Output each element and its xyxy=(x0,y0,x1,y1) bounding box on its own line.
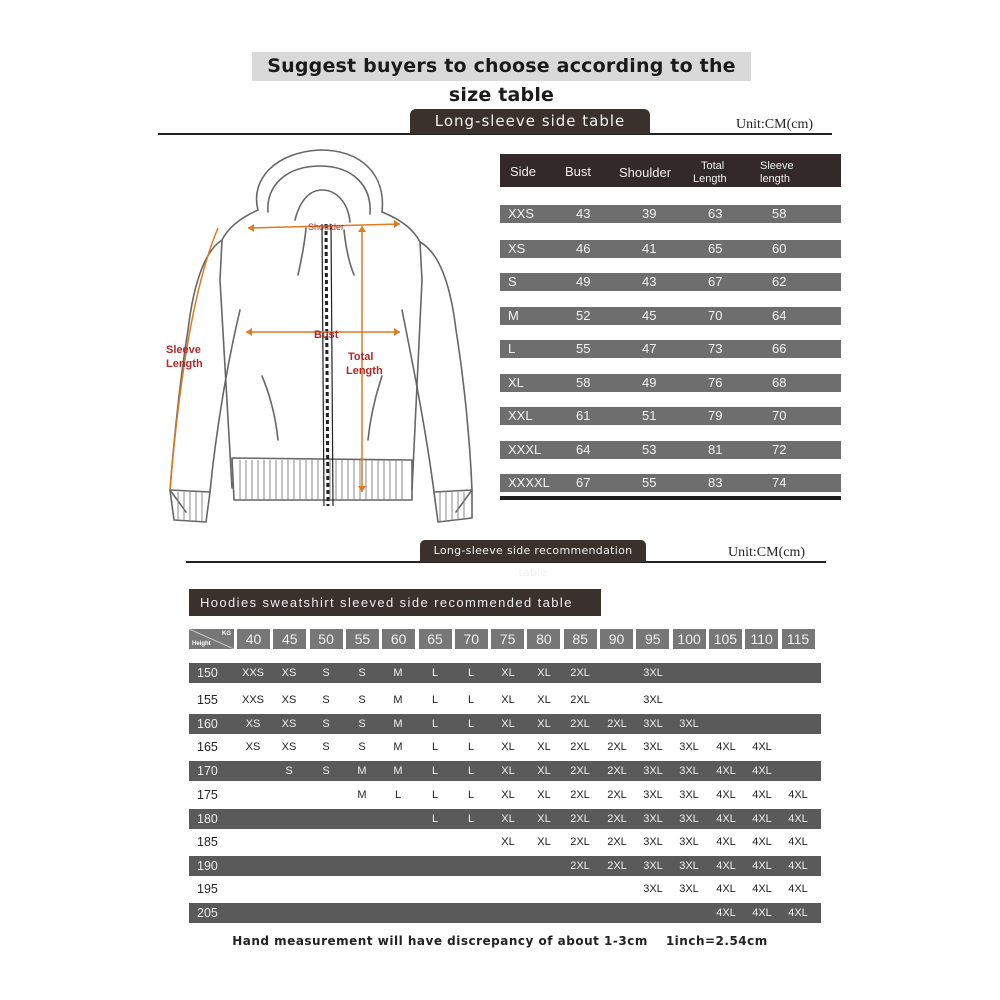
rec-size: L xyxy=(467,813,475,825)
size-value: 79 xyxy=(708,408,723,423)
rec-size: 4XL xyxy=(716,741,736,753)
rec-row xyxy=(189,903,821,923)
rec-row xyxy=(189,856,821,876)
size-row xyxy=(500,474,841,492)
rec-size: XS xyxy=(281,741,297,753)
rec-size: L xyxy=(467,694,475,706)
rec-size: XL xyxy=(501,765,515,777)
rec-size: 2XL xyxy=(607,860,627,872)
weight-header: 50 xyxy=(310,629,343,649)
rec-size: 4XL xyxy=(716,907,736,919)
rec-size: L xyxy=(431,765,439,777)
page-banner: Suggest buyers to choose according to the size table xyxy=(252,52,751,81)
rec-size: 3XL xyxy=(643,765,663,777)
rec-height: 160 xyxy=(197,717,218,731)
footer-conversion: 1inch=2.54cm xyxy=(665,934,768,948)
total-length-label-1: Total xyxy=(348,351,374,363)
rec-size: 3XL xyxy=(679,836,699,848)
rec-section-unit: Unit:CM(cm) xyxy=(728,545,805,560)
rec-size: M xyxy=(393,765,403,777)
rec-size: 3XL xyxy=(643,694,663,706)
rec-size: 4XL xyxy=(716,883,736,895)
rec-size: 4XL xyxy=(752,883,772,895)
size-value: 64 xyxy=(772,308,787,323)
size-row xyxy=(500,441,841,459)
weight-header: 100 xyxy=(673,629,706,649)
rec-size: M xyxy=(357,789,367,801)
rec-height: 155 xyxy=(197,693,218,707)
rec-size: 2XL xyxy=(570,765,590,777)
rec-size: 3XL xyxy=(643,741,663,753)
rec-size: L xyxy=(467,789,475,801)
rec-row xyxy=(189,832,821,852)
size-value: 76 xyxy=(708,375,723,390)
size-label: S xyxy=(508,274,517,289)
rec-row xyxy=(189,663,821,683)
rec-size: XL xyxy=(537,765,551,777)
rec-size: 2XL xyxy=(607,789,627,801)
size-label: L xyxy=(508,341,516,356)
weight-header: 75 xyxy=(491,629,524,649)
size-value: 41 xyxy=(642,241,657,256)
rec-size: 4XL xyxy=(752,860,772,872)
size-value: 43 xyxy=(642,274,657,289)
size-row xyxy=(500,273,841,291)
rec-size: S xyxy=(322,667,330,679)
rec-size: L xyxy=(431,718,439,730)
rec-size: S xyxy=(358,741,366,753)
rec-size: S xyxy=(358,667,366,679)
rec-size: XL xyxy=(537,667,551,679)
rec-size: 4XL xyxy=(752,741,772,753)
rec-size: XL xyxy=(537,741,551,753)
rec-size: 3XL xyxy=(679,718,699,730)
rec-size: XL xyxy=(501,741,515,753)
size-value: 60 xyxy=(772,241,787,256)
rec-size: 4XL xyxy=(788,836,808,848)
rec-size: S xyxy=(322,718,330,730)
rec-size: 3XL xyxy=(643,789,663,801)
rec-size: 4XL xyxy=(788,883,808,895)
rec-size: 3XL xyxy=(679,813,699,825)
weight-header: 110 xyxy=(745,629,778,649)
weight-header: 45 xyxy=(273,629,306,649)
rec-size: 4XL xyxy=(752,789,772,801)
size-section-unit: Unit:CM(cm) xyxy=(736,117,813,132)
rec-size: L xyxy=(431,789,439,801)
sleeve-label-1: Sleeve xyxy=(166,344,201,356)
size-value: 49 xyxy=(576,274,591,289)
rec-size: 2XL xyxy=(570,836,590,848)
size-value: 55 xyxy=(576,341,591,356)
rec-size: XL xyxy=(537,813,551,825)
rec-size: L xyxy=(431,741,439,753)
weight-header: 70 xyxy=(455,629,488,649)
size-row xyxy=(500,340,841,358)
rec-size: S xyxy=(285,765,293,777)
shoulder-label: Shoulder xyxy=(308,222,345,232)
rec-size: XS xyxy=(281,718,297,730)
weight-header: 95 xyxy=(636,629,669,649)
rec-row xyxy=(189,690,821,710)
rec-size: 2XL xyxy=(570,860,590,872)
size-value: 74 xyxy=(772,475,787,490)
size-value: 52 xyxy=(576,308,591,323)
size-value: 49 xyxy=(642,375,657,390)
rec-size: S xyxy=(358,718,366,730)
header-total: Total xyxy=(701,160,725,172)
size-table-bottom-rule xyxy=(500,496,841,500)
size-row xyxy=(500,307,841,325)
rec-row xyxy=(189,714,821,734)
size-label: M xyxy=(508,308,519,323)
rec-size: L xyxy=(467,741,475,753)
size-value: 66 xyxy=(772,341,787,356)
size-label: XXXL xyxy=(508,442,542,457)
rec-height: 205 xyxy=(197,906,218,920)
rec-size: L xyxy=(394,789,402,801)
rec-size: XL xyxy=(501,694,515,706)
rec-size: M xyxy=(393,718,403,730)
rec-height: 195 xyxy=(197,882,218,896)
rec-size: 2XL xyxy=(570,813,590,825)
rec-size: S xyxy=(322,765,330,777)
rec-size: 2XL xyxy=(570,694,590,706)
rec-size: 4XL xyxy=(752,813,772,825)
weight-header: 80 xyxy=(527,629,560,649)
size-label: XXS xyxy=(508,206,535,221)
size-value: 51 xyxy=(642,408,657,423)
rec-size: 4XL xyxy=(716,813,736,825)
rec-size: 3XL xyxy=(679,741,699,753)
rec-size: 4XL xyxy=(752,765,772,777)
weight-header: 115 xyxy=(782,629,815,649)
rec-size: XL xyxy=(501,667,515,679)
rec-row xyxy=(189,785,821,805)
size-value: 72 xyxy=(772,442,787,457)
rec-size: M xyxy=(393,694,403,706)
rec-size: XL xyxy=(501,789,515,801)
rec-height: 170 xyxy=(197,764,218,778)
weight-header: 40 xyxy=(237,629,270,649)
rec-size: 3XL xyxy=(679,789,699,801)
rec-size: L xyxy=(431,694,439,706)
corner-kg-label: KG xyxy=(222,631,231,637)
rec-size: XXS xyxy=(241,667,264,679)
header-shoulder: Shoulder xyxy=(619,165,672,180)
rec-corner-cell xyxy=(189,629,234,649)
rec-size: 4XL xyxy=(788,907,808,919)
size-value: 64 xyxy=(576,442,591,457)
rec-size: L xyxy=(467,765,475,777)
rec-size: 3XL xyxy=(643,813,663,825)
rec-size: XL xyxy=(537,694,551,706)
rec-table-title: Hoodies sweatshirt sleeved side recommended table xyxy=(189,589,601,616)
rec-size: XS xyxy=(245,741,261,753)
rec-height: 165 xyxy=(197,740,218,754)
weight-header: 105 xyxy=(709,629,742,649)
size-value: 67 xyxy=(708,274,723,289)
rec-height: 180 xyxy=(197,812,218,826)
rec-size: 3XL xyxy=(643,667,663,679)
header-sleeve-length: length xyxy=(760,173,790,185)
header-sleeve: Sleeve xyxy=(760,160,794,172)
size-value: 55 xyxy=(642,475,657,490)
rec-size: 2XL xyxy=(607,765,627,777)
footer-note xyxy=(0,934,1000,948)
rec-row xyxy=(189,761,821,781)
rec-size: 4XL xyxy=(752,836,772,848)
size-value: 83 xyxy=(708,475,723,490)
rec-size: 4XL xyxy=(716,789,736,801)
rec-size: 2XL xyxy=(607,813,627,825)
header-side: Side xyxy=(510,164,537,179)
rec-size: L xyxy=(431,813,439,825)
rec-size: 2XL xyxy=(607,741,627,753)
rec-size: 3XL xyxy=(643,836,663,848)
rec-size: XL xyxy=(501,718,515,730)
rec-size: 2XL xyxy=(570,718,590,730)
rec-size: 3XL xyxy=(679,765,699,777)
size-value: 58 xyxy=(772,206,787,221)
size-section-tab: Long-sleeve side table xyxy=(410,109,650,134)
hoodie-drawing xyxy=(150,140,500,530)
rec-size: 3XL xyxy=(679,883,699,895)
corner-height-label: Height xyxy=(192,641,211,647)
rec-size: XL xyxy=(537,789,551,801)
size-value: 68 xyxy=(772,375,787,390)
rec-size: 3XL xyxy=(643,860,663,872)
size-value: 70 xyxy=(708,308,723,323)
size-value: 62 xyxy=(772,274,787,289)
rec-height: 150 xyxy=(197,666,218,680)
size-value: 61 xyxy=(576,408,591,423)
size-value: 70 xyxy=(772,408,787,423)
rec-size: XS xyxy=(281,667,297,679)
rec-size: XS xyxy=(245,718,261,730)
size-value: 45 xyxy=(642,308,657,323)
rec-height: 190 xyxy=(197,859,218,873)
size-label: XXXXL xyxy=(508,475,550,490)
size-value: 65 xyxy=(708,241,723,256)
size-value: 47 xyxy=(642,341,657,356)
rec-size: 3XL xyxy=(679,860,699,872)
size-row xyxy=(500,374,841,392)
size-row xyxy=(500,407,841,425)
footer-discrepancy: Hand measurement will have discrepancy of about 1-3cm xyxy=(232,934,648,948)
rec-row xyxy=(189,737,821,757)
rec-height: 185 xyxy=(197,835,218,849)
rec-size: L xyxy=(431,667,439,679)
rec-size: S xyxy=(322,741,330,753)
rec-size: M xyxy=(393,741,403,753)
weight-header: 65 xyxy=(419,629,452,649)
size-value: 43 xyxy=(576,206,591,221)
rec-size: 3XL xyxy=(643,718,663,730)
size-label: XS xyxy=(508,241,526,256)
rec-size: L xyxy=(467,718,475,730)
rec-section-tab: Long-sleeve side recommendation table xyxy=(420,540,646,562)
rec-size: 4XL xyxy=(788,813,808,825)
size-value: 39 xyxy=(642,206,657,221)
size-value: 81 xyxy=(708,442,723,457)
rec-size: 2XL xyxy=(570,667,590,679)
size-label: XL xyxy=(508,375,524,390)
size-label: XXL xyxy=(508,408,533,423)
size-value: 53 xyxy=(642,442,657,457)
rec-size: 4XL xyxy=(752,907,772,919)
rec-size: 4XL xyxy=(716,765,736,777)
rec-size: XS xyxy=(281,694,297,706)
rec-size: XL xyxy=(537,718,551,730)
header-bust: Bust xyxy=(565,164,592,179)
rec-size: M xyxy=(393,667,403,679)
size-value: 46 xyxy=(576,241,591,256)
rec-size: 4XL xyxy=(788,789,808,801)
size-value: 58 xyxy=(576,375,591,390)
total-length-label-2: Length xyxy=(346,365,383,377)
size-row xyxy=(500,205,841,223)
rec-size: 2XL xyxy=(570,741,590,753)
rec-size: S xyxy=(358,694,366,706)
rec-size: L xyxy=(467,667,475,679)
rec-size: 2XL xyxy=(607,718,627,730)
rec-size: 4XL xyxy=(716,860,736,872)
rec-size: 2XL xyxy=(570,789,590,801)
rec-size: 2XL xyxy=(607,836,627,848)
size-table-header xyxy=(500,154,841,187)
rec-size: 4XL xyxy=(716,836,736,848)
weight-header: 55 xyxy=(346,629,379,649)
size-value: 63 xyxy=(708,206,723,221)
rec-row xyxy=(189,879,821,899)
rec-size: XXS xyxy=(241,694,264,706)
rec-size: 4XL xyxy=(788,860,808,872)
sleeve-label-2: Length xyxy=(166,358,203,370)
rec-size: 3XL xyxy=(643,883,663,895)
size-value: 67 xyxy=(576,475,591,490)
bust-label: Bust xyxy=(314,329,339,341)
weight-header: 60 xyxy=(382,629,415,649)
header-length: Length xyxy=(693,173,727,185)
rec-size: XL xyxy=(537,836,551,848)
rec-height: 175 xyxy=(197,788,218,802)
rec-row xyxy=(189,809,821,829)
rec-size: S xyxy=(322,694,330,706)
weight-header: 85 xyxy=(564,629,597,649)
rec-size: XL xyxy=(501,836,515,848)
rec-size: M xyxy=(357,765,367,777)
size-value: 73 xyxy=(708,341,723,356)
size-row xyxy=(500,240,841,258)
rec-size: XL xyxy=(501,813,515,825)
weight-header: 90 xyxy=(600,629,633,649)
